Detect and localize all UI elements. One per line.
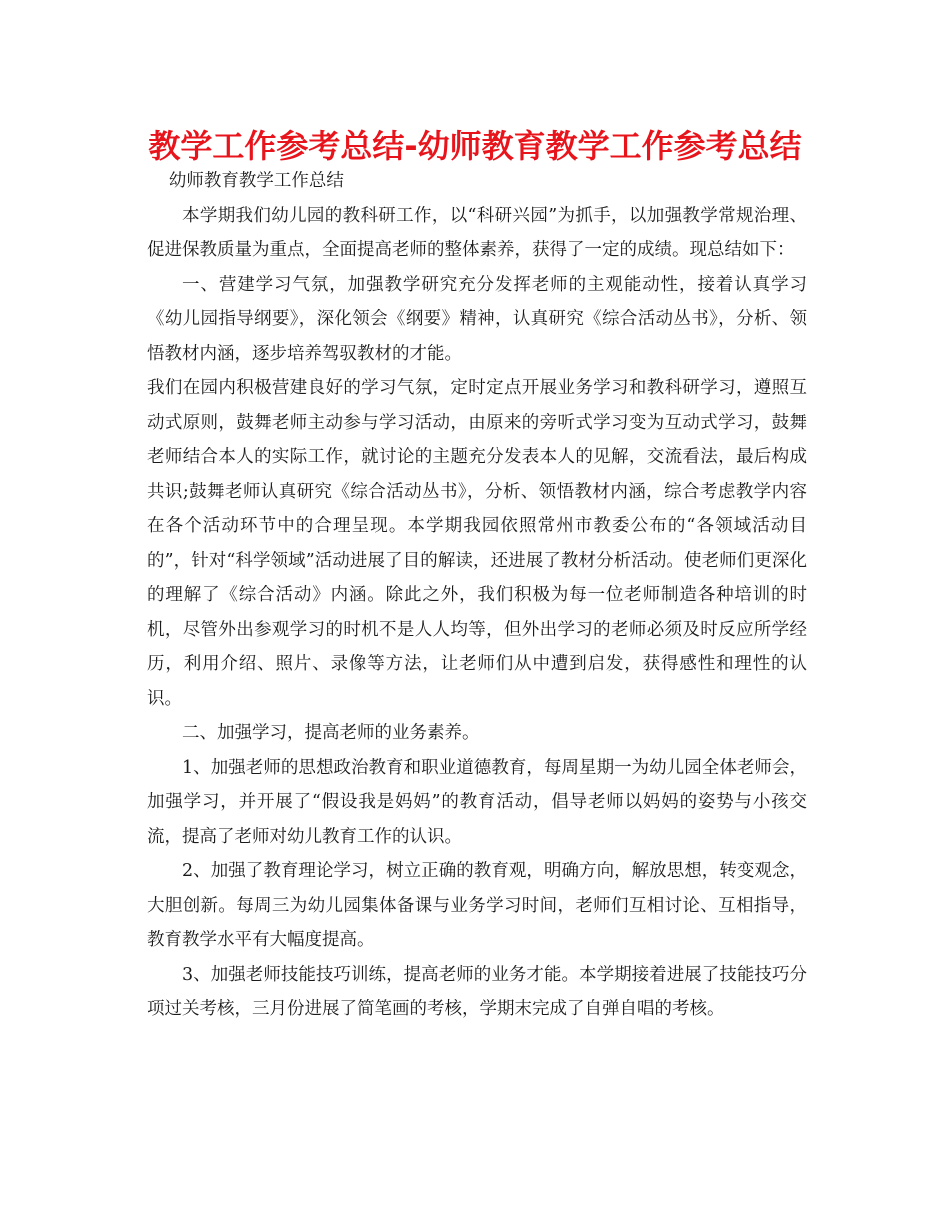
paragraph-item-3: 3、加强老师技能技巧训练，提高老师的业务才能。本学期接着进展了技能技巧分项过关考核，三月份进展了简笔画的考核，学期末完成了自弹自唱的考核。	[147, 964, 807, 1019]
document-title: 教学工作参考总结-幼师教育教学工作参考总结	[148, 127, 802, 165]
paragraph-section-1-detail: 我们在园内积极营建良好的学习气氛，定时定点开展业务学习和教科研学习，遵照互动式原则，鼓舞老师主动参与学习活动，由原来的旁听式学习变为互动式学习，鼓舞老师结合本人的实际工作，就讨论的主题充分发表本人的见解，交流看法，最后构成共识;鼓舞老师认真研究《综合活动丛书》，分析、领悟教材内涵，综合考虑教学内容在各个活动环节中的合理呈现。本学期我园依照常州市教委公布的“各领域活动目的”，针对“科学领域”活动进展了目的解读，还进展了教材分析活动。使老师们更深化的理解了《综合活动》内涵。除此之外，我们积极为每一位老师制造各种培训的时机，尽管外出参观学习的时机不是人人均等，但外出学习的老师必须及时反应所学经历，利用介绍、照片、录像等方法，让老师们从中遭到启发，获得感性和理性的认识。	[147, 378, 807, 709]
paragraph-intro: 本学期我们幼儿园的教科研工作，以“科研兴园”为抓手，以加强教学常规治理、促进保教质量为重点，全面提高老师的整体素养，获得了一定的成绩。现总结如下：	[147, 205, 807, 260]
paragraph-item-1: 1、加强老师的思想政治教育和职业道德教育，每周星期一为幼儿园全体老师会，加强学习，并开展了“假设我是妈妈”的教育活动，倡导老师以妈妈的姿势与小孩交流，提高了老师对幼儿教育工作的认识。	[147, 757, 807, 847]
paragraph-section-1: 一、营建学习气氛，加强教学研究充分发挥老师的主观能动性，接着认真学习《幼儿园指导纲要》，深化领会《纲要》精神，认真研究《综合活动丛书》，分析、领悟教材内涵，逐步培养驾驭教材的才能。	[147, 274, 807, 364]
paragraph-item-2: 2、加强了教育理论学习，树立正确的教育观，明确方向，解放思想，转变观念，大胆创新。每周三为幼儿园集体备课与业务学习时间，老师们互相讨论、互相指导，教育教学水平有大幅度提高。	[147, 861, 807, 950]
document-subtitle: 幼师教育教学工作总结	[168, 171, 344, 191]
document-body	[147, 164, 807, 1027]
paragraph-section-2-heading: 二、加强学习，提高老师的业务素养。	[182, 723, 480, 743]
